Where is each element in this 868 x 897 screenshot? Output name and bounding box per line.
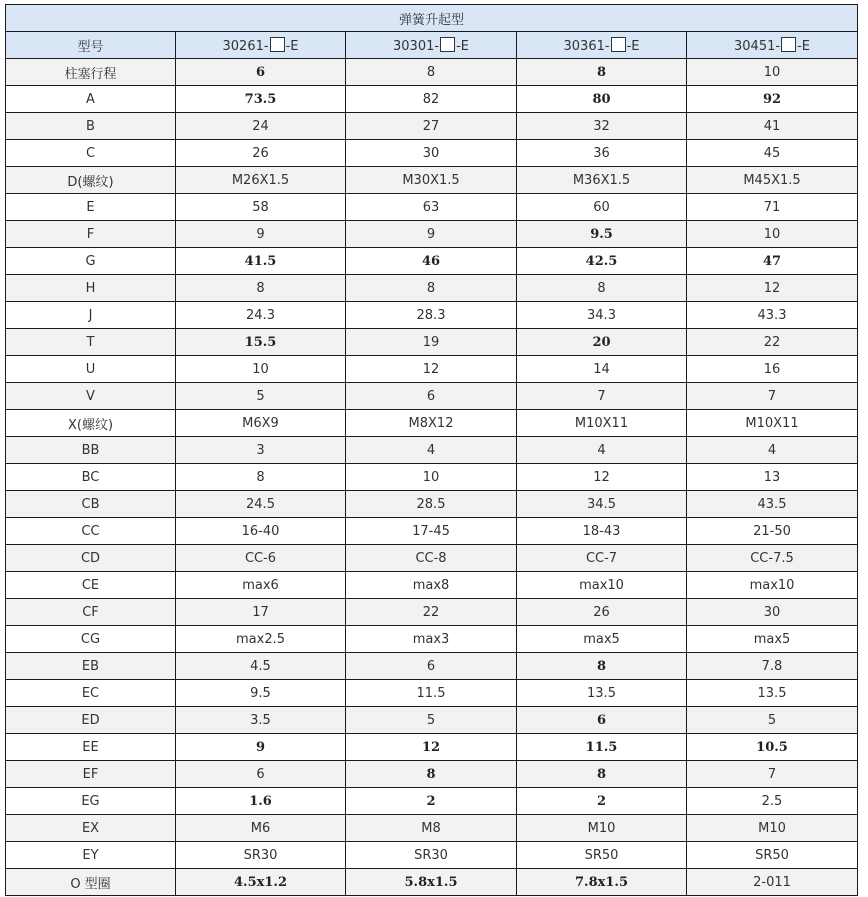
table-row (6, 491, 858, 518)
row-label: CG (6, 626, 176, 653)
row-label: A (6, 86, 176, 113)
row-label: X(螺纹) (6, 410, 176, 437)
table-row (6, 221, 858, 248)
table-cell: 80 (517, 86, 687, 113)
table-cell: M10 (687, 815, 858, 842)
row-label: U (6, 356, 176, 383)
table-cell: M36X1.5 (517, 167, 687, 194)
table-row (6, 383, 858, 410)
table-cell: 16 (687, 356, 858, 383)
model-prefix: 30261- (222, 38, 269, 54)
table-cell: 34.5 (517, 491, 687, 518)
table-cell: 82 (346, 86, 517, 113)
table-cell: 36 (517, 140, 687, 167)
row-label: G (6, 248, 176, 275)
table-cell: 73.5 (176, 86, 346, 113)
table-cell: 63 (346, 194, 517, 221)
table-row (6, 626, 858, 653)
placeholder-box-icon (270, 37, 285, 52)
table-cell: 6 (346, 653, 517, 680)
table-cell: 24 (176, 113, 346, 140)
header-label: 型号 (6, 32, 176, 59)
row-label: H (6, 275, 176, 302)
table-cell: 8 (517, 275, 687, 302)
row-label: EY (6, 842, 176, 869)
table-cell: 13.5 (517, 680, 687, 707)
row-label: EE (6, 734, 176, 761)
table-cell: 26 (517, 599, 687, 626)
table-cell: CC-7 (517, 545, 687, 572)
row-label: D(螺纹) (6, 167, 176, 194)
table-cell: 17 (176, 599, 346, 626)
table-row (6, 518, 858, 545)
model-prefix: 30361- (563, 38, 610, 54)
table-cell: 8 (346, 275, 517, 302)
table-cell: max5 (517, 626, 687, 653)
model-suffix: -E (626, 38, 640, 54)
table-cell: 8 (346, 59, 517, 86)
table-cell: 16-40 (176, 518, 346, 545)
row-label: 柱塞行程 (6, 59, 176, 86)
table-cell: 9.5 (517, 221, 687, 248)
table-title: 弹簧升起型 (6, 5, 858, 32)
table-cell: 12 (346, 734, 517, 761)
table-cell: 4.5x1.2 (176, 869, 346, 896)
table-cell: 30 (346, 140, 517, 167)
table-cell: M8X12 (346, 410, 517, 437)
table-cell: 6 (176, 59, 346, 86)
table-row (6, 356, 858, 383)
table-cell: max6 (176, 572, 346, 599)
table-cell: CC-7.5 (687, 545, 858, 572)
table-cell: 43.5 (687, 491, 858, 518)
table-row (6, 815, 858, 842)
table-cell: 22 (687, 329, 858, 356)
table-cell: 41 (687, 113, 858, 140)
table-cell: 24.5 (176, 491, 346, 518)
table-cell: 28.5 (346, 491, 517, 518)
table-cell: 3 (176, 437, 346, 464)
table-cell: 8 (346, 761, 517, 788)
table-cell: 10.5 (687, 734, 858, 761)
table-row (6, 707, 858, 734)
table-cell: 6 (176, 761, 346, 788)
row-label: O 型圈 (6, 869, 176, 896)
table-cell: 71 (687, 194, 858, 221)
table-cell: 11.5 (346, 680, 517, 707)
table-cell: 22 (346, 599, 517, 626)
row-label: CD (6, 545, 176, 572)
table-row (6, 113, 858, 140)
table-cell: 4 (687, 437, 858, 464)
table-cell: M10X11 (687, 410, 858, 437)
table-row (6, 167, 858, 194)
table-cell: 27 (346, 113, 517, 140)
table-cell: 7.8x1.5 (517, 869, 687, 896)
placeholder-box-icon (440, 37, 455, 52)
table-row (6, 302, 858, 329)
table-cell: 7.8 (687, 653, 858, 680)
table-body (6, 59, 858, 896)
table-cell: 12 (687, 275, 858, 302)
table-cell: max3 (346, 626, 517, 653)
table-cell: 14 (517, 356, 687, 383)
spec-table-container (5, 4, 857, 896)
row-label: V (6, 383, 176, 410)
table-row (6, 788, 858, 815)
table-cell: 9 (176, 221, 346, 248)
row-label: CC (6, 518, 176, 545)
table-cell: 34.3 (517, 302, 687, 329)
table-cell: 46 (346, 248, 517, 275)
placeholder-box-icon (781, 37, 796, 52)
row-label: J (6, 302, 176, 329)
table-cell: 42.5 (517, 248, 687, 275)
table-cell: 6 (517, 707, 687, 734)
table-row (6, 437, 858, 464)
row-label: BC (6, 464, 176, 491)
header-model (176, 32, 346, 59)
table-cell: 10 (176, 356, 346, 383)
table-cell: 8 (517, 761, 687, 788)
model-suffix: -E (456, 38, 469, 54)
table-cell: 30 (687, 599, 858, 626)
table-cell: 9 (176, 734, 346, 761)
table-cell: M26X1.5 (176, 167, 346, 194)
table-cell: 2 (517, 788, 687, 815)
model-suffix: -E (797, 38, 810, 54)
table-cell: 12 (517, 464, 687, 491)
table-cell: 7 (687, 761, 858, 788)
table-cell: 15.5 (176, 329, 346, 356)
model-prefix: 30451- (734, 38, 781, 54)
table-row (6, 761, 858, 788)
spec-table (5, 4, 858, 896)
row-label: EF (6, 761, 176, 788)
row-label: EB (6, 653, 176, 680)
table-cell: 5 (687, 707, 858, 734)
row-label: E (6, 194, 176, 221)
table-cell: 47 (687, 248, 858, 275)
table-cell: 13 (687, 464, 858, 491)
table-cell: max8 (346, 572, 517, 599)
table-row (6, 329, 858, 356)
row-label: EX (6, 815, 176, 842)
table-cell: SR50 (517, 842, 687, 869)
table-row (6, 140, 858, 167)
table-cell: 58 (176, 194, 346, 221)
table-cell: M6X9 (176, 410, 346, 437)
table-cell: 3.5 (176, 707, 346, 734)
table-cell: 21-50 (687, 518, 858, 545)
table-cell: M10 (517, 815, 687, 842)
table-cell: 4 (346, 437, 517, 464)
table-row (6, 59, 858, 86)
table-cell: 4 (517, 437, 687, 464)
row-label: ED (6, 707, 176, 734)
table-cell: M6 (176, 815, 346, 842)
table-cell: max5 (687, 626, 858, 653)
table-cell: 19 (346, 329, 517, 356)
table-cell: M30X1.5 (346, 167, 517, 194)
table-cell: 2 (346, 788, 517, 815)
model-prefix: 30301- (393, 38, 440, 54)
table-cell: 60 (517, 194, 687, 221)
table-row (6, 410, 858, 437)
table-cell: 10 (346, 464, 517, 491)
table-cell: SR50 (687, 842, 858, 869)
table-row (6, 464, 858, 491)
table-row (6, 248, 858, 275)
table-cell: 45 (687, 140, 858, 167)
row-label: C (6, 140, 176, 167)
table-row (6, 275, 858, 302)
table-cell: M8 (346, 815, 517, 842)
row-label: F (6, 221, 176, 248)
table-cell: CC-8 (346, 545, 517, 572)
table-cell: 7 (517, 383, 687, 410)
row-label: BB (6, 437, 176, 464)
table-row (6, 599, 858, 626)
table-cell: 17-45 (346, 518, 517, 545)
row-label: T (6, 329, 176, 356)
table-cell: 11.5 (517, 734, 687, 761)
table-cell: 10 (687, 221, 858, 248)
table-cell: 43.3 (687, 302, 858, 329)
table-row (6, 572, 858, 599)
table-cell: 4.5 (176, 653, 346, 680)
table-row (6, 653, 858, 680)
table-cell: 24.3 (176, 302, 346, 329)
table-cell: 1.6 (176, 788, 346, 815)
table-cell: 8 (517, 59, 687, 86)
table-cell: 13.5 (687, 680, 858, 707)
table-row (6, 680, 858, 707)
table-cell: 5 (176, 383, 346, 410)
table-cell: 6 (346, 383, 517, 410)
table-cell: 8 (517, 653, 687, 680)
table-cell: 9 (346, 221, 517, 248)
table-cell: 10 (687, 59, 858, 86)
header-model (517, 32, 687, 59)
table-cell: 8 (176, 275, 346, 302)
table-row (6, 734, 858, 761)
row-label: CB (6, 491, 176, 518)
table-cell: 8 (176, 464, 346, 491)
table-cell: 41.5 (176, 248, 346, 275)
table-row (6, 842, 858, 869)
table-cell: M10X11 (517, 410, 687, 437)
row-label: EG (6, 788, 176, 815)
table-cell: SR30 (346, 842, 517, 869)
table-cell: 18-43 (517, 518, 687, 545)
model-suffix: -E (285, 38, 299, 54)
table-cell: 7 (687, 383, 858, 410)
table-cell: max10 (687, 572, 858, 599)
row-label: CE (6, 572, 176, 599)
table-row (6, 194, 858, 221)
placeholder-box-icon (611, 37, 626, 52)
table-cell: 5 (346, 707, 517, 734)
table-cell: 12 (346, 356, 517, 383)
header-row (6, 32, 858, 59)
table-cell: CC-6 (176, 545, 346, 572)
table-cell: 2-011 (687, 869, 858, 896)
table-row (6, 545, 858, 572)
table-cell: 32 (517, 113, 687, 140)
table-cell: 2.5 (687, 788, 858, 815)
table-cell: 9.5 (176, 680, 346, 707)
table-cell: SR30 (176, 842, 346, 869)
table-cell: 20 (517, 329, 687, 356)
table-cell: 5.8x1.5 (346, 869, 517, 896)
header-model (687, 32, 858, 59)
row-label: CF (6, 599, 176, 626)
table-row (6, 869, 858, 896)
table-cell: M45X1.5 (687, 167, 858, 194)
table-cell: 92 (687, 86, 858, 113)
table-cell: 28.3 (346, 302, 517, 329)
table-cell: max2.5 (176, 626, 346, 653)
row-label: EC (6, 680, 176, 707)
table-cell: 26 (176, 140, 346, 167)
table-cell: max10 (517, 572, 687, 599)
header-model (346, 32, 517, 59)
table-row (6, 86, 858, 113)
row-label: B (6, 113, 176, 140)
